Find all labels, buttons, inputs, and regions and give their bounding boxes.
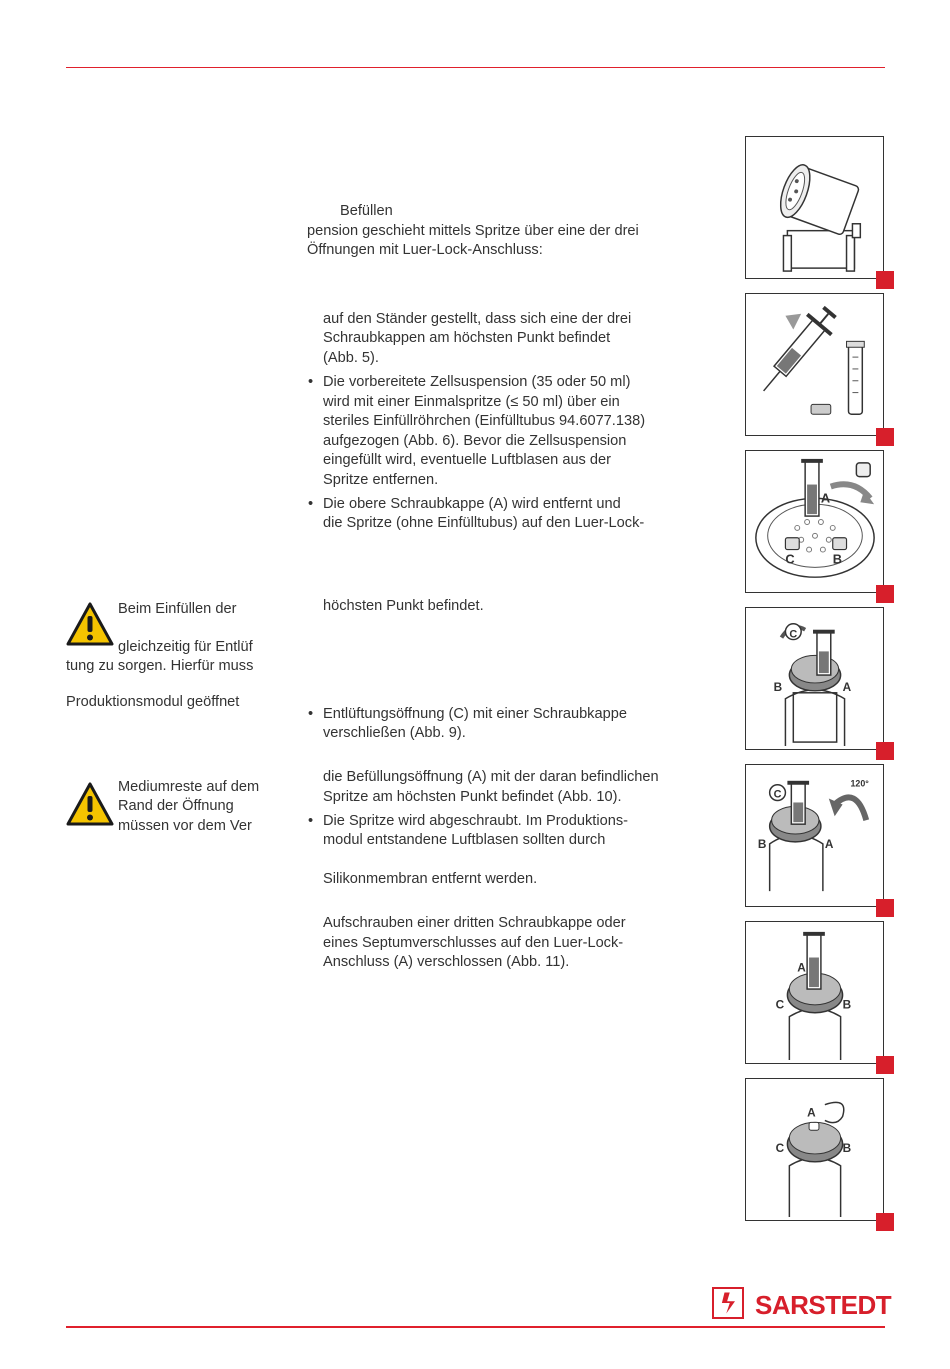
bullet-line: verschließen (Abb. 9). xyxy=(323,725,466,741)
bullet-item: • Entlüftungsöffnung (C) mit einer Schraubkappe xyxy=(323,705,627,725)
paragraph-line: eines Septumverschlusses auf den Luer-Lock- xyxy=(323,935,624,951)
label-c: C xyxy=(775,1140,785,1155)
bullet-line: wird mit einer Einmalspritze (≤ 50 ml) über ein xyxy=(323,394,620,410)
figure-marker xyxy=(876,1056,894,1074)
label-a: A xyxy=(797,960,806,975)
bullet-line: Spritze entfernen. xyxy=(323,472,439,488)
label-a: A xyxy=(807,1105,816,1120)
paragraph-line: die Befüllungsöffnung (A) mit der daran befindlichen xyxy=(323,769,659,785)
brand-mark-icon xyxy=(712,1287,744,1319)
figure-tilted-module xyxy=(745,136,884,279)
bullet-line: steriles Einfüllröhrchen (Einfülltubus 94.6077.138) xyxy=(323,413,646,429)
bullet-line: die Spritze (ohne Einfülltubus) auf den Luer-Lock- xyxy=(323,515,645,531)
paragraph-line: Aufschrauben einer dritten Schraubkappe oder xyxy=(323,915,626,931)
figure-rotate xyxy=(745,764,884,907)
warning-text-line: Mediumreste auf dem xyxy=(118,779,260,795)
figure-marker xyxy=(876,899,894,917)
top-rule xyxy=(66,67,885,68)
bullet-item: • Die Spritze wird abgeschraubt. Im Produktions- xyxy=(323,812,628,832)
warning-text-line: Produktionsmodul geöffnet xyxy=(66,694,240,710)
paragraph-line: (Abb. 5). xyxy=(323,350,379,366)
figure-marker xyxy=(876,742,894,760)
rotate-illustration xyxy=(746,765,883,906)
warning-text-line: Beim Einfüllen der xyxy=(118,601,237,617)
warning-text-line: gleichzeitig für Entlüf xyxy=(118,639,253,655)
angle-label: 120° xyxy=(850,778,869,789)
paragraph-line: Schraubkappen am höchsten Punkt befindet xyxy=(323,330,611,346)
syringe-top-illustration xyxy=(746,922,883,1063)
bullet-item: • Die vorbereitete Zellsuspension (35 oder 50 ml) xyxy=(323,373,630,393)
syringe-illustration xyxy=(746,294,883,435)
label-a: A xyxy=(820,490,831,506)
module-tilted-illustration xyxy=(746,137,883,278)
figure-close-vent xyxy=(745,607,884,750)
warning-text-line: tung zu sorgen. Hierfür muss xyxy=(66,658,254,674)
label-c: C xyxy=(773,788,782,801)
paragraph-line: Anschluss (A) verschlossen (Abb. 11). xyxy=(323,954,570,970)
section-heading: Befüllen xyxy=(340,203,393,219)
figure-close-a xyxy=(745,1078,884,1221)
label-b: B xyxy=(832,551,842,567)
brand-name: SARSTEDT xyxy=(755,1290,892,1320)
figure-marker xyxy=(876,1213,894,1231)
figure-syringe-top xyxy=(745,921,884,1064)
figure-marker xyxy=(876,428,894,446)
label-b: B xyxy=(842,997,852,1012)
intro-line: pension geschieht mittels Spritze über eine der drei xyxy=(307,223,639,239)
warning-text-line: Rand der Öffnung xyxy=(118,798,234,814)
figure-marker xyxy=(876,271,894,289)
label-a: A xyxy=(842,679,852,694)
bullet-line: aufgezogen (Abb. 6). Bevor die Zellsuspension xyxy=(323,433,627,449)
warning-icon xyxy=(66,782,114,826)
label-b: B xyxy=(842,1140,852,1155)
paragraph-line: Silikonmembran entfernt werden. xyxy=(323,871,538,887)
label-c: C xyxy=(775,997,785,1012)
label-c: C xyxy=(789,628,798,641)
bottom-rule xyxy=(66,1326,885,1328)
paragraph-line: höchsten Punkt befindet. xyxy=(323,598,484,614)
caps-top-view-illustration xyxy=(746,451,883,592)
close-vent-illustration xyxy=(746,608,883,749)
figure-marker xyxy=(876,585,894,603)
label-b: B xyxy=(757,836,767,851)
warning-text-line: müssen vor dem Ver xyxy=(118,818,252,834)
brand-logo xyxy=(712,1287,892,1323)
bullet-item: • Die obere Schraubkappe (A) wird entfernt und xyxy=(323,495,621,515)
intro-line: Öffnungen mit Luer-Lock-Anschluss: xyxy=(307,242,543,258)
paragraph-line: auf den Ständer gestellt, dass sich eine der drei xyxy=(323,311,632,327)
label-a: A xyxy=(824,836,834,851)
bullet-line: modul entstandene Luftblasen sollten durch xyxy=(323,832,606,848)
close-a-illustration xyxy=(746,1079,883,1220)
paragraph-line: Spritze am höchsten Punkt befindet (Abb. 10). xyxy=(323,789,622,805)
bullet-line: eingefüllt wird, eventuelle Luftblasen aus der xyxy=(323,452,612,468)
figure-syringe xyxy=(745,293,884,436)
label-c: C xyxy=(785,551,795,567)
warning-icon xyxy=(66,602,114,646)
label-b: B xyxy=(773,679,783,694)
figure-caps-top-view xyxy=(745,450,884,593)
